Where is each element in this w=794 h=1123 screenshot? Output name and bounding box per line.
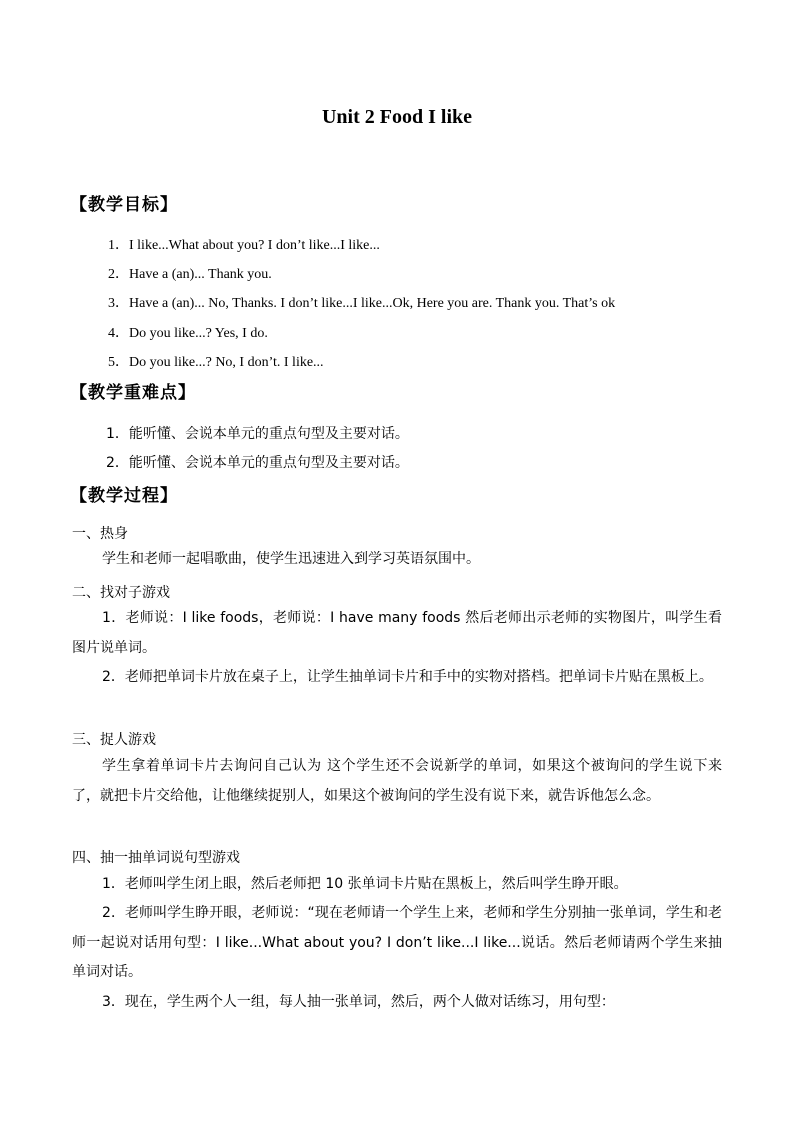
process-step-4-item-3: 3．现在，学生两个人一组，每人抽一张单词，然后，两个人做对话练习，用句型： [102,994,615,1010]
goal-item-2: 2．Have a (an)... Thank you. [108,267,272,282]
process-step-1-text: 学生和老师一起唱歌曲，使学生迅速进入到学习英语氛围中。 [102,551,480,567]
process-step-3-heading: 三、捉人游戏 [72,732,156,748]
page-title: Unit 2 Food I like [321,106,473,128]
process-step-4-heading: 四、抽一抽单词说句型游戏 [72,850,240,866]
keypoint-item-1: 1．能听懂、会说本单元的重点句型及主要对话。 [106,426,409,442]
process-step-4-item-1: 1．老师叫学生闭上眼，然后老师把 10 张单词卡片贴在黑板上，然后叫学生睁开眼。 [102,876,628,892]
section-heading-keypoints: 【教学重难点】 [70,383,196,403]
goal-item-3: 3．Have a (an)... No, Thanks. I don’t like...I like...Ok, Here you are. Thank you. That’s ok [108,296,616,311]
goal-item-4: 4．Do you like...? Yes, I do. [108,326,268,341]
process-step-2-item-1: 1．老师说：I like foods，老师说：I have many foods 然后老师出示老师的实物图片，叫学生看图片说单词。 [72,610,722,656]
process-step-3-text: 学生拿着单词卡片去询问自己认为 这个学生还不会说新学的单词，如果这个被询问的学生说下来了，就把卡片交给他，让他继续捉别人，如果这个被询问的学生没有说下来，就告诉他怎么念。 [72,758,722,804]
process-step-1-heading: 一、热身 [72,526,128,542]
process-step-2-heading: 二、找对子游戏 [72,585,170,601]
process-step-2-item-2: 2．老师把单词卡片放在桌子上，让学生抽单词卡片和手中的实物对搭档。把单词卡片贴在黑板上。 [102,669,713,685]
section-heading-goals: 【教学目标】 [70,195,178,215]
section-heading-process: 【教学过程】 [70,486,178,506]
process-step-4-item-2: 2．老师叫学生睁开眼，老师说：“现在老师请一个学生上来，老师和学生分别抽一张单词，学生和老师一起说对话用句型：I like...What about you? I don’t like...I like...说话。然后老师请两个学生来抽单词对话。 [72,905,722,980]
keypoint-item-2: 2．能听懂、会说本单元的重点句型及主要对话。 [106,455,409,471]
goal-item-5: 5．Do you like...? No, I don’t. I like... [108,355,324,370]
goal-item-1: 1．I like...What about you? I don’t like...I like... [108,238,380,253]
